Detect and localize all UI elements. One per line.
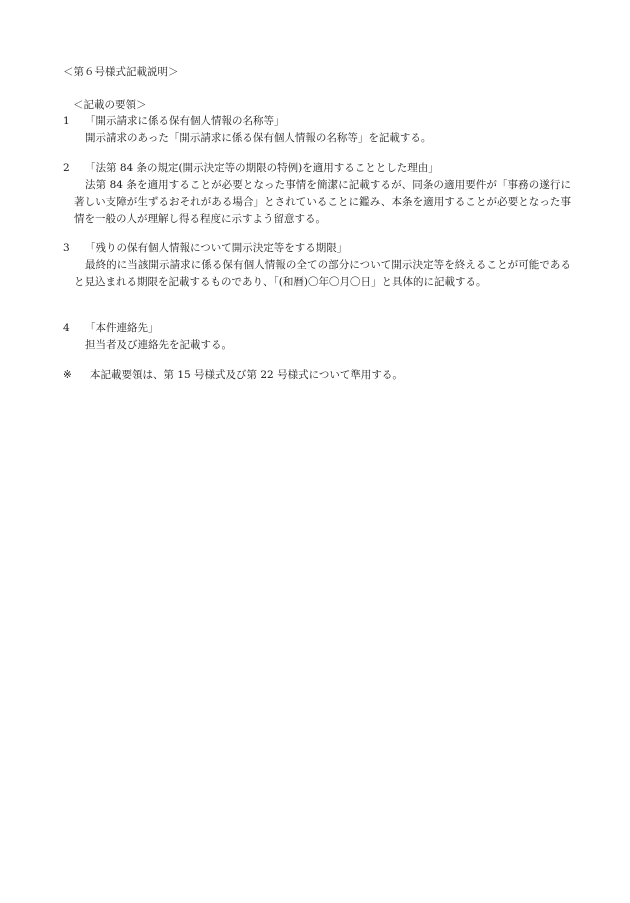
document-title: ＜第６号様式記載説明＞ — [63, 66, 179, 78]
item-body: 担当者及び連絡先を記載する。 — [85, 339, 232, 351]
item-body: 開示請求のあった「開示請求に係る保有個人情報の名称等」を記載する。 — [85, 132, 432, 144]
note-text: 本記載要領は、第 15 号様式及び第 22 号様式について準用する。 — [90, 369, 403, 381]
applicability-note — [63, 367, 403, 384]
item-heading: 「開示請求に係る保有個人情報の名称等」 — [85, 115, 285, 127]
item-heading: 「本件連絡先」 — [85, 322, 159, 334]
item-number: 4 — [63, 322, 70, 334]
item-number: 1 — [63, 115, 70, 127]
item-number: 3 — [63, 242, 70, 254]
item-body: 法第 84 条を適用することが必要となった事情を簡潔に記載するが、同条の適用要件が「事務の遂行に著しい支障が生ずるおそれがある場合」とされていることに鑑み、本条を適用することが必要となった事情を一般の人が理解し得る程度に示すよう留意する。 — [74, 179, 571, 225]
item-heading: 「法第 84 条の規定(開示決定等の期限の特例)を適用することとした理由」 — [85, 162, 439, 174]
item-body: 最終的に当該開示請求に係る保有個人情報の全ての部分について開示決定等を終えることが可能であると見込まれる期限を記載するものであり、「(和暦)〇年〇月〇日」と具体的に記載する。 — [74, 259, 571, 288]
instruction-item-1 — [63, 113, 571, 147]
instruction-item-4 — [63, 320, 571, 354]
item-heading: 「残りの保有個人情報について開示決定等をする期限」 — [85, 242, 348, 254]
instruction-item-2 — [63, 160, 571, 228]
instruction-item-3 — [63, 240, 571, 291]
section-heading: ＜記載の要領＞ — [73, 99, 147, 111]
note-mark: ※ — [63, 369, 72, 381]
item-number: 2 — [63, 162, 70, 174]
